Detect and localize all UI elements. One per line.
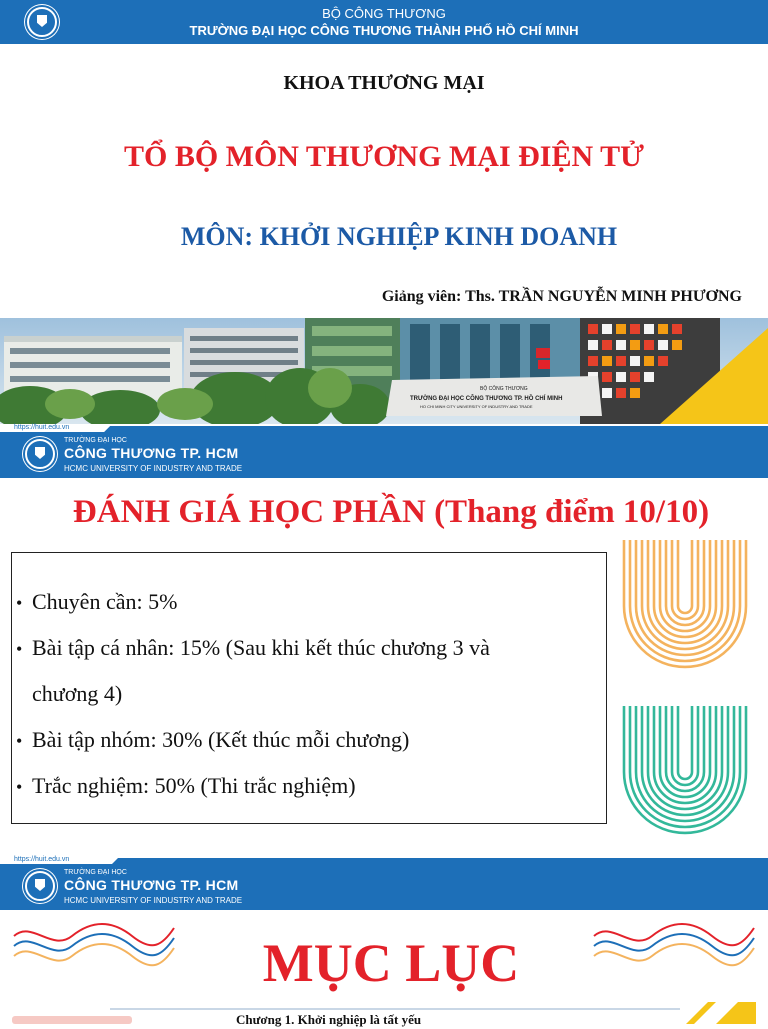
course-name: MÔN: KHỞI NGHIỆP KINH DOANH: [180, 222, 618, 251]
assessment-slide: [0, 424, 768, 856]
teal-arc-decoration: [618, 706, 752, 845]
shield-icon: [25, 871, 55, 901]
bullet-icon: •: [16, 639, 23, 659]
bullet-icon: •: [16, 777, 23, 797]
yellow-corner-decoration: [686, 1002, 756, 1029]
list-item: [16, 773, 356, 799]
campus-photo: [0, 318, 768, 424]
contents-slide: [0, 856, 768, 1027]
assessment-title: ĐÁNH GIÁ HỌC PHẦN (Thang điểm 10/10): [72, 494, 710, 530]
brand-subtitle: HCMC UNIVERSITY OF INDUSTRY AND TRADE: [64, 464, 243, 473]
list-item-text: Chuyên cần: 5%: [32, 589, 178, 614]
sign-text-3: HO CHI MINH CITY UNIVERSITY OF INDUSTRY AND TRADE: [420, 404, 533, 409]
brand-small-text: TRƯỜNG ĐẠI HỌC: [64, 869, 127, 876]
chapter-tab-decoration: [12, 1016, 132, 1024]
contents-title: MỤC LỤC: [262, 933, 520, 993]
list-item: [16, 727, 409, 753]
department-name: TỔ BỘ MÔN THƯƠNG MẠI ĐIỆN TỬ: [123, 140, 645, 173]
list-item: [16, 589, 177, 615]
assessment-list: [11, 552, 607, 824]
faculty-name: KHOA THƯƠNG MẠI: [283, 72, 485, 94]
list-item-text: Trắc nghiệm: 50% (Thi trắc nghiệm): [32, 773, 356, 798]
brand-small-text: TRƯỜNG ĐẠI HỌC: [64, 437, 127, 444]
sign-text-2: TRƯỜNG ĐẠI HỌC CÔNG THƯƠNG TP. HỒ CHÍ MINH: [410, 396, 563, 402]
bullet-icon: •: [16, 731, 23, 751]
divider: [110, 1008, 680, 1010]
brand-name: CÔNG THƯƠNG TP. HCM: [64, 445, 239, 461]
sign-text-1: BỘ CÔNG THƯƠNG: [480, 386, 528, 392]
website-url[interactable]: https://huit.edu.vn: [14, 856, 70, 863]
university-name: TRƯỜNG ĐẠI HỌC CÔNG THƯƠNG THÀNH PHỐ HỒ CHÍ MINH: [189, 23, 579, 38]
orange-arc-decoration: [618, 540, 752, 681]
website-url[interactable]: https://huit.edu.vn: [14, 424, 70, 431]
brand-header: [0, 864, 768, 910]
brand-header: [0, 432, 768, 478]
list-item-continuation: chương 4): [32, 681, 123, 706]
chapter-1-title: Chương 1. Khởi nghiệp là tất yếu: [236, 1012, 422, 1027]
brand-logo: [22, 868, 58, 904]
list-item-text: Bài tập nhóm: 30% (Kết thúc mỗi chương): [32, 727, 410, 752]
shield-icon: [25, 439, 55, 469]
brand-name: CÔNG THƯƠNG TP. HCM: [64, 877, 239, 893]
lecturer-name: Giảng viên: Ths. TRẦN NGUYỄN MINH PHƯƠNG: [381, 288, 742, 305]
list-item: [16, 635, 490, 661]
brand-subtitle: HCMC UNIVERSITY OF INDUSTRY AND TRADE: [64, 896, 243, 905]
brand-logo: [22, 436, 58, 472]
bullet-icon: •: [16, 593, 23, 613]
list-item-text: Bài tập cá nhân: 15% (Sau khi kết thúc chương 3 và: [32, 635, 490, 660]
top-banner: [0, 0, 768, 44]
ministry-name: BỘ CÔNG THƯƠNG: [322, 6, 446, 21]
title-slide: [0, 0, 768, 436]
